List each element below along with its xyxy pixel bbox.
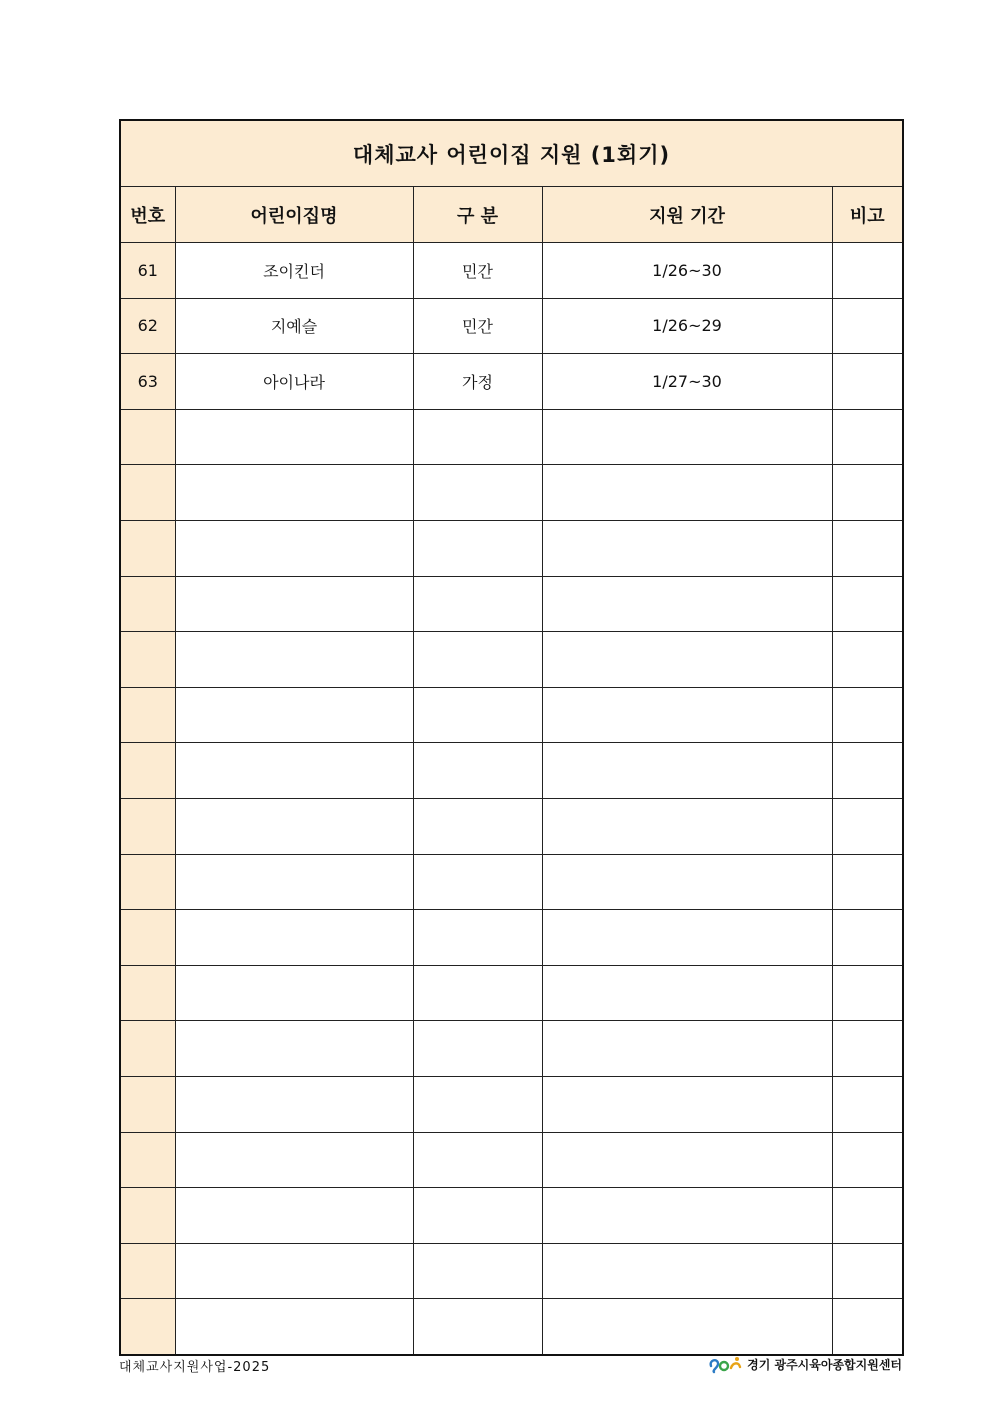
row-category [413, 1076, 542, 1132]
table-row [120, 965, 903, 1021]
table-title: 대체교사 어린이집 지원 (1회기) [120, 120, 903, 187]
table-row [120, 1021, 903, 1077]
support-table [119, 119, 904, 1356]
table-row [120, 910, 903, 966]
row-number [120, 632, 175, 688]
row-daycare-name [175, 1132, 413, 1188]
row-number [120, 1132, 175, 1188]
table-row [120, 354, 903, 410]
row-remarks [832, 854, 903, 910]
table-row [120, 854, 903, 910]
row-support-period [542, 409, 832, 465]
table-row [120, 1076, 903, 1132]
row-category [413, 798, 542, 854]
row-category [413, 632, 542, 688]
row-daycare-name [175, 743, 413, 799]
table-row [120, 798, 903, 854]
row-category: 가정 [413, 354, 542, 410]
row-remarks [832, 576, 903, 632]
row-category [413, 465, 542, 521]
table-row [120, 1188, 903, 1244]
row-daycare-name [175, 687, 413, 743]
row-remarks [832, 520, 903, 576]
row-remarks [832, 1188, 903, 1244]
row-daycare-name [175, 1076, 413, 1132]
center-logo-icon [707, 1354, 743, 1374]
row-support-period [542, 1021, 832, 1077]
table-row [120, 520, 903, 576]
table-row [120, 1299, 903, 1355]
footer-program-label: 대체교사지원사업-2025 [119, 1360, 271, 1375]
row-category [413, 965, 542, 1021]
row-number [120, 965, 175, 1021]
row-number: 63 [120, 354, 175, 410]
row-category [413, 1021, 542, 1077]
row-number [120, 1299, 175, 1355]
row-remarks [832, 632, 903, 688]
row-support-period [542, 576, 832, 632]
row-remarks [832, 298, 903, 354]
row-number [120, 465, 175, 521]
header-number: 번호 [120, 187, 175, 243]
row-support-period [542, 743, 832, 799]
row-category: 민간 [413, 298, 542, 354]
row-number [120, 1188, 175, 1244]
row-remarks [832, 409, 903, 465]
table-row [120, 243, 903, 299]
row-support-period [542, 910, 832, 966]
row-number [120, 687, 175, 743]
row-remarks [832, 1021, 903, 1077]
header-category: 구 분 [413, 187, 542, 243]
table-row [120, 743, 903, 799]
row-category [413, 1132, 542, 1188]
row-number [120, 798, 175, 854]
row-support-period [542, 965, 832, 1021]
row-daycare-name [175, 576, 413, 632]
row-daycare-name [175, 1299, 413, 1355]
row-remarks [832, 798, 903, 854]
row-daycare-name [175, 965, 413, 1021]
row-support-period [542, 1188, 832, 1244]
row-daycare-name [175, 520, 413, 576]
row-support-period [542, 854, 832, 910]
row-support-period [542, 520, 832, 576]
row-daycare-name [175, 1021, 413, 1077]
row-remarks [832, 1299, 903, 1355]
row-category [413, 1188, 542, 1244]
row-support-period [542, 687, 832, 743]
row-number [120, 576, 175, 632]
row-daycare-name: 아이나라 [175, 354, 413, 410]
row-category [413, 1299, 542, 1355]
row-number [120, 910, 175, 966]
row-support-period [542, 632, 832, 688]
row-remarks [832, 354, 903, 410]
row-number [120, 854, 175, 910]
row-category [413, 687, 542, 743]
table-row [120, 1132, 903, 1188]
header-daycare-name: 어린이집명 [175, 187, 413, 243]
row-support-period [542, 798, 832, 854]
row-category [413, 576, 542, 632]
footer-org [707, 1354, 902, 1374]
header-support-period: 지원 기간 [542, 187, 832, 243]
row-daycare-name [175, 409, 413, 465]
row-daycare-name: 조이킨더 [175, 243, 413, 299]
row-support-period: 1/26~30 [542, 243, 832, 299]
table-row [120, 1243, 903, 1299]
row-number [120, 520, 175, 576]
row-remarks [832, 1132, 903, 1188]
row-support-period [542, 1243, 832, 1299]
row-remarks [832, 965, 903, 1021]
row-daycare-name [175, 465, 413, 521]
row-support-period: 1/27~30 [542, 354, 832, 410]
row-category [413, 1243, 542, 1299]
row-category [413, 854, 542, 910]
table-row [120, 632, 903, 688]
row-support-period [542, 1076, 832, 1132]
row-number: 61 [120, 243, 175, 299]
row-support-period [542, 1132, 832, 1188]
row-number [120, 1243, 175, 1299]
row-support-period: 1/26~29 [542, 298, 832, 354]
row-remarks [832, 1243, 903, 1299]
row-category [413, 520, 542, 576]
row-category: 민간 [413, 243, 542, 299]
title-row [120, 120, 903, 187]
row-daycare-name [175, 854, 413, 910]
row-category [413, 743, 542, 799]
row-remarks [832, 1076, 903, 1132]
row-daycare-name [175, 1188, 413, 1244]
row-remarks [832, 243, 903, 299]
row-category [413, 409, 542, 465]
row-daycare-name [175, 632, 413, 688]
table-row [120, 687, 903, 743]
footer-org-name: 경기 광주시육아종합지원센터 [747, 1357, 902, 1372]
header-remarks: 비고 [832, 187, 903, 243]
row-number [120, 743, 175, 799]
row-remarks [832, 743, 903, 799]
row-number [120, 1021, 175, 1077]
row-number: 62 [120, 298, 175, 354]
row-support-period [542, 465, 832, 521]
table-row [120, 465, 903, 521]
table-row [120, 576, 903, 632]
row-number [120, 1076, 175, 1132]
row-daycare-name [175, 1243, 413, 1299]
table-row [120, 409, 903, 465]
row-remarks [832, 465, 903, 521]
header-row [120, 187, 903, 243]
row-support-period [542, 1299, 832, 1355]
row-category [413, 910, 542, 966]
row-daycare-name: 지예슬 [175, 298, 413, 354]
row-remarks [832, 910, 903, 966]
row-daycare-name [175, 910, 413, 966]
table-row [120, 298, 903, 354]
row-remarks [832, 687, 903, 743]
row-daycare-name [175, 798, 413, 854]
row-number [120, 409, 175, 465]
